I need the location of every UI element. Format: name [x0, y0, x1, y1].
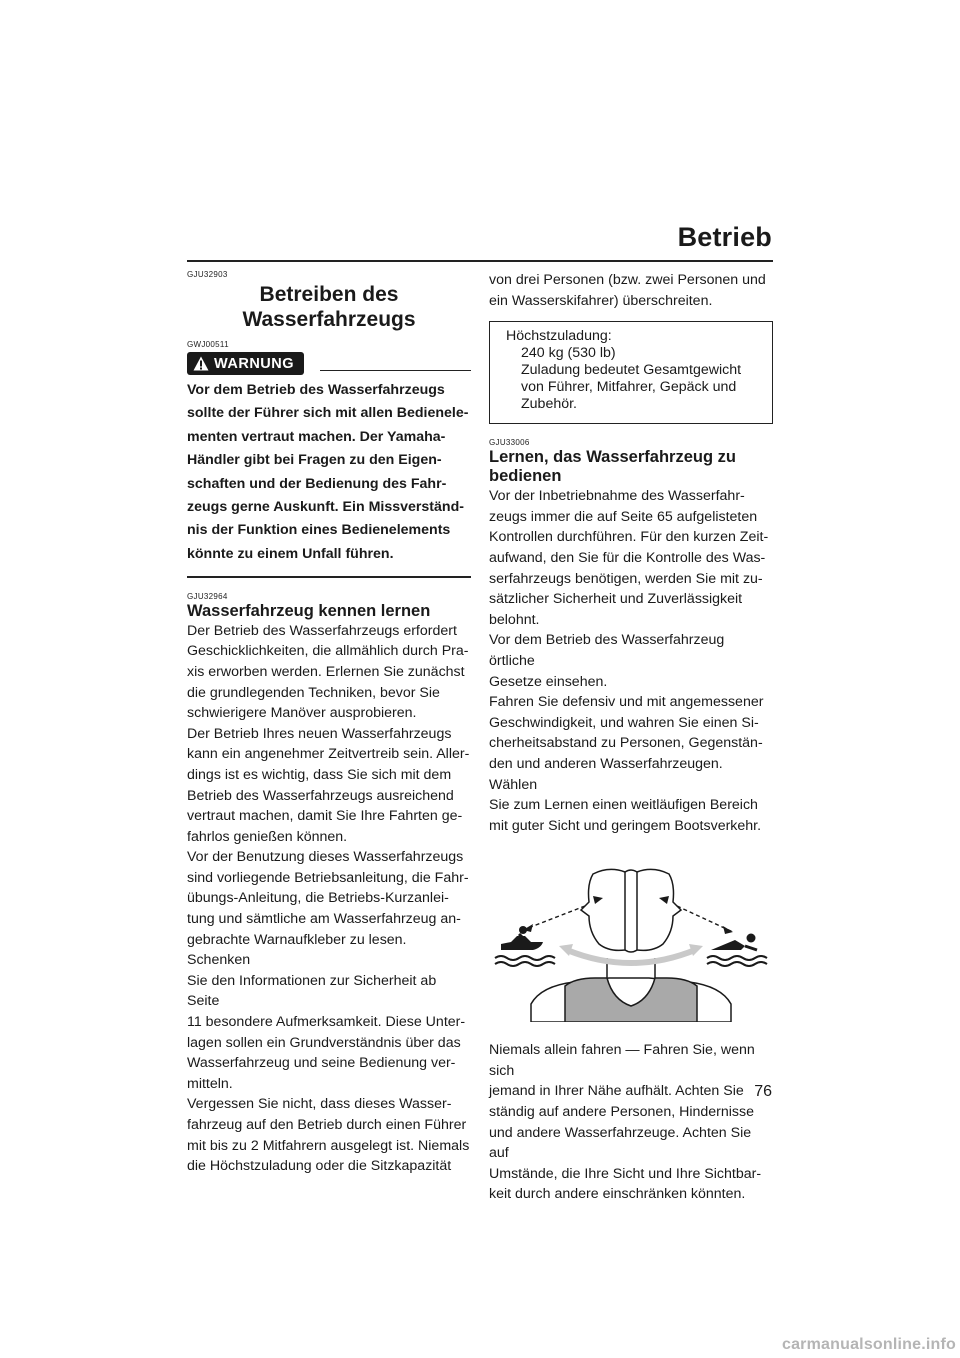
- warning-triangle-icon: [193, 356, 209, 371]
- page-number: 76: [754, 1083, 772, 1100]
- section-title: Wasserfahrzeug kennen lernen: [187, 601, 431, 620]
- watermark: carmanualsonline.info: [781, 1336, 956, 1353]
- warning-rule: [320, 370, 471, 372]
- body-text: Vor der Inbetriebnahme des Wasserfahr- zeugs immer die auf Seite 65 aufgelisteten Kontrollen durchführen. Für den kurzen Zeit- aufwand, den Sie für die Kontrolle des Was- serfahrzeugs benötigen, werden Sie mit zu- sätzlicher Sicherheit und Zuverlässigkeit belohnt. Vor dem Betrieb des Wasserfahrzeug örtliche Gesetze einsehen. Fahren Sie defensiv und mit angemessener Geschwindigkeit, und wahren Sie einen Si- cherheitsabstand zu Personen, Gegenstän- den und anderen Wasserfahrzeugen. Wählen Sie zum Lernen einen weitläufigen Bereich mit guter Sicht und geringem Bootsverkehr.: [489, 488, 769, 834]
- rider-head-right: [637, 870, 681, 951]
- info-box: [489, 321, 773, 424]
- body-text: von drei Personen (bzw. zwei Personen und ein Wasserskifahrer) überschreiten.: [489, 272, 766, 309]
- rider-head-left: [581, 870, 625, 951]
- warning-code: GWJ00511: [187, 340, 229, 349]
- body-text: Der Betrieb des Wasserfahrzeugs erfordert Geschicklichkeiten, die allmählich durch Pra- xis erworben werden. Erlernen Sie zunächst die grundlegenden Techniken, bevor Sie schwierigere Manöver ausprobieren. Der Betrieb Ihres neuen Wasserfahrzeugs kann ein angenehmer Zeitvertreib sein. Aller- dings ist es wichtig, dass Sie sich mit dem Betrieb des Wasserfahrzeugs ausreichend vertraut machen, damit Sie Ihre Fahrten ge- fahrlos genießen können. Vor der Benutzung dieses Wasserfahrzeugs sind vorliegende Betriebsanleitung, die Fahr- übungs-Anleitung, die Betriebs-Kurzanlei- tung und sämtliche am Wasserfahrzeug an- gebrachte Warnaufkleber zu lesen. Schenken Sie den Informationen zur Sicherheit ab Seite 11 besondere Aufmerksamkeit. Diese Unter- lagen sollen ein Grundverständnis über das Wasserfahrzeug und seine Bedienung ver- mitteln. Vergessen Sie nicht, dass dieses Wasser- fahrzeug auf den Betrieb durch einen Führer mit bis zu 2 Mitfahrern ausgelegt ist. Niemals die Höchstzuladung oder die Sitzkapazität: [187, 622, 470, 1175]
- warning-label: WARNUNG: [214, 355, 295, 372]
- left-column: [187, 270, 471, 1177]
- main-title-text: Betreiben des Wasserfahrzeugs: [242, 283, 416, 331]
- warning-end-rule: [187, 576, 471, 578]
- warning-header: [187, 352, 471, 375]
- main-title: [187, 282, 471, 332]
- right-column: [489, 270, 773, 1205]
- section-code: GJU32903: [187, 270, 228, 279]
- info-box-text: 240 kg (530 lb) Zuladung bedeutet Gesamtgewicht von Führer, Mitfahrer, Gepäck und Zubehör.: [521, 345, 742, 413]
- warning-badge: [187, 352, 304, 375]
- info-box-title: Höchstzuladung:: [506, 328, 612, 345]
- body-text: Niemals allein fahren — Fahren Sie, wenn sich jemand in Ihrer Nähe aufhält. Achten Sie ständig auf andere Personen, Hindernisse und andere Wasserfahrzeuge. Achten Sie auf Umstände, die Ihre Sicht und Ihre Sichtbar- keit durch andere einschränken könnten.: [489, 1042, 762, 1203]
- section-code: GJU33006: [489, 438, 530, 448]
- rider-visibility-illustration: [489, 854, 773, 1022]
- header-rule: [187, 260, 773, 262]
- warning-text: Vor dem Betrieb des Wasserfahrzeugs sollte der Führer sich mit allen Bedienelementen vertraut machen. Der Yamaha-Händler gibt bei Fragen zu den Eigenschaften und der Bedienung des Fahrzeugs gerne Auskunft. Ein Missverständnis der Funktion eines Bedienelements könnte zu einem Unfall führen.: [187, 382, 469, 562]
- watercraft-icon: [495, 926, 555, 966]
- page-header-title: Betrieb: [677, 222, 772, 252]
- section-code: GJU32964: [187, 591, 228, 601]
- swimmer-icon: [707, 934, 767, 967]
- section-title: Lernen, das Wasserfahrzeug zu bedienen: [489, 448, 736, 486]
